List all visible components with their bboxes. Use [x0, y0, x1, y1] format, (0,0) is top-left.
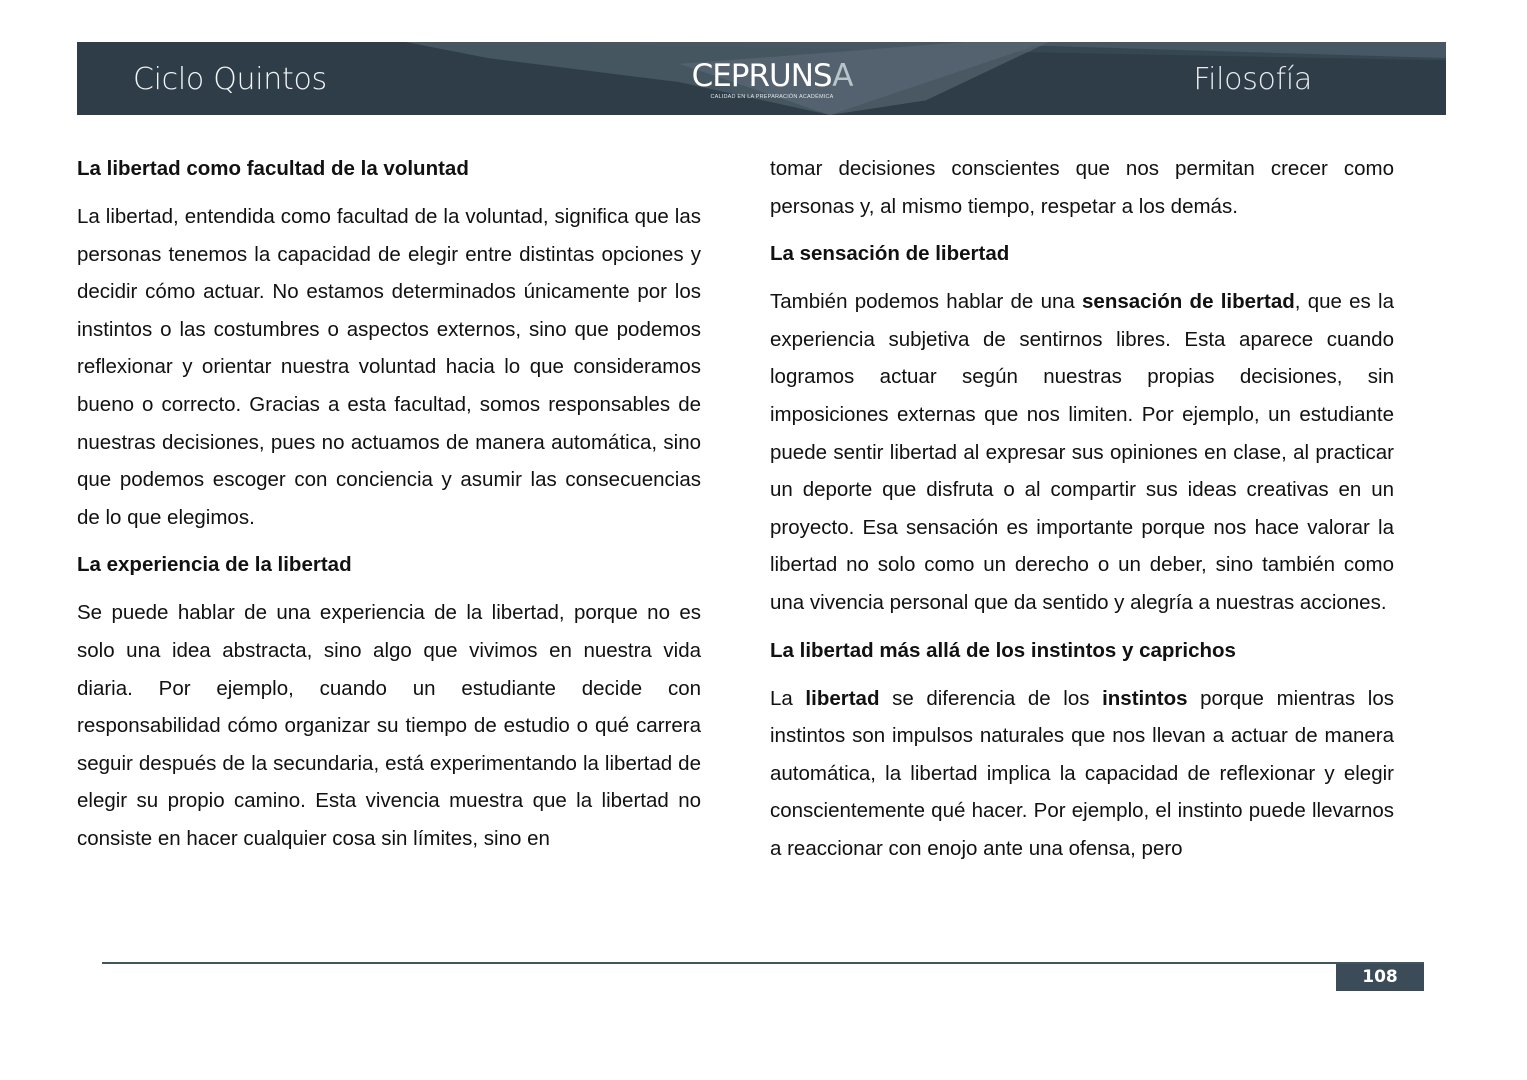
right-column: [770, 150, 1394, 878]
text-run: También podemos hablar de una: [770, 290, 1083, 314]
text-run: , que es la experiencia subjetiva de sentirnos libres. Esta aparece cuando logramos actuar según nuestras propias decisiones, sin imposiciones externas que nos limiten. Por ejemplo, un estudiante puede sentir libertad al expresar sus opiniones en clase, al practicar un deporte que disfruta o al compartir sus ideas creativas en un proyecto. Esa sensación es importante porque nos hace valorar la libertad no solo como un derecho o un deber, sino también como una vivencia personal que da sentido y alegría a nuestras acciones.: [770, 290, 1395, 614]
page-header: [77, 42, 1446, 115]
bold-term: libertad: [805, 686, 880, 710]
continuation-paragraph: tomar decisiones conscientes que nos permitan crecer como personas y, al mismo tiempo, respetar a los demás.: [770, 157, 1394, 218]
section-paragraph: La libertad, entendida como facultad de la voluntad, significa que las personas tenemos la capacidad de elegir entre distintas opciones y decidir cómo actuar. No estamos determinados únicamente por los instintos o las costumbres o aspectos externos, sino que podemos reflexionar y orientar nuestra voluntad hacia lo que consideramos bueno o correcto. Gracias a esta facultad, somos responsables de nuestras decisiones, pues no actuamos de manera automática, sino que podemos escoger con conciencia y asumir las consecuencias de lo que elegimos.: [77, 205, 701, 529]
left-column: [77, 150, 701, 868]
page-number-badge: 108: [1336, 964, 1424, 991]
logo-brand: [687, 60, 857, 92]
subject-title: Filosofía: [1193, 62, 1312, 97]
bold-term: sensación de libertad: [1082, 290, 1295, 314]
text-run: porque mientras los instintos son impulsos naturales que nos llevan a actuar de manera automática, la libertad implica la capacidad de reflexionar y elegir conscientemente qué hacer. Por ejemplo, el instinto puede llevarnos a reaccionar con enojo ante una ofensa, pero: [770, 686, 1395, 860]
section-paragraph: Se puede hablar de una experiencia de la libertad, porque no es solo una idea abstracta, sino algo que vivimos en nuestra vida diaria. Por ejemplo, cuando un estudiante decide con responsabilidad cómo organizar su tiempo de estudio o qué carrera seguir después de la secundaria, está experimentando la libertad de elegir su propio camino. Esta vivencia muestra que la libertad no consiste en hacer cualquier cosa sin límites, sino en: [77, 601, 701, 850]
course-title: Ciclo Quintos: [133, 62, 327, 97]
bold-term: instintos: [1102, 686, 1188, 710]
footer-divider: [102, 962, 1424, 964]
logo-brand-accent: A: [832, 58, 853, 94]
section-paragraph: [770, 680, 1394, 868]
logo-tagline: CALIDAD EN LA PREPARACIÓN ACADÉMICA: [710, 94, 834, 100]
ceprunsa-logo: [687, 60, 857, 100]
text-run: se diferencia de los: [879, 686, 1103, 710]
logo-brand-main: CEPRUNS: [691, 58, 833, 94]
section-heading: La sensación de libertad: [770, 242, 1010, 266]
section-heading: La libertad como facultad de la voluntad: [77, 157, 469, 180]
section-heading: La libertad más allá de los instintos y caprichos: [770, 638, 1236, 662]
section-heading: La experiencia de la libertad: [77, 553, 352, 577]
section-paragraph: [770, 283, 1394, 621]
text-run: La: [770, 686, 806, 710]
